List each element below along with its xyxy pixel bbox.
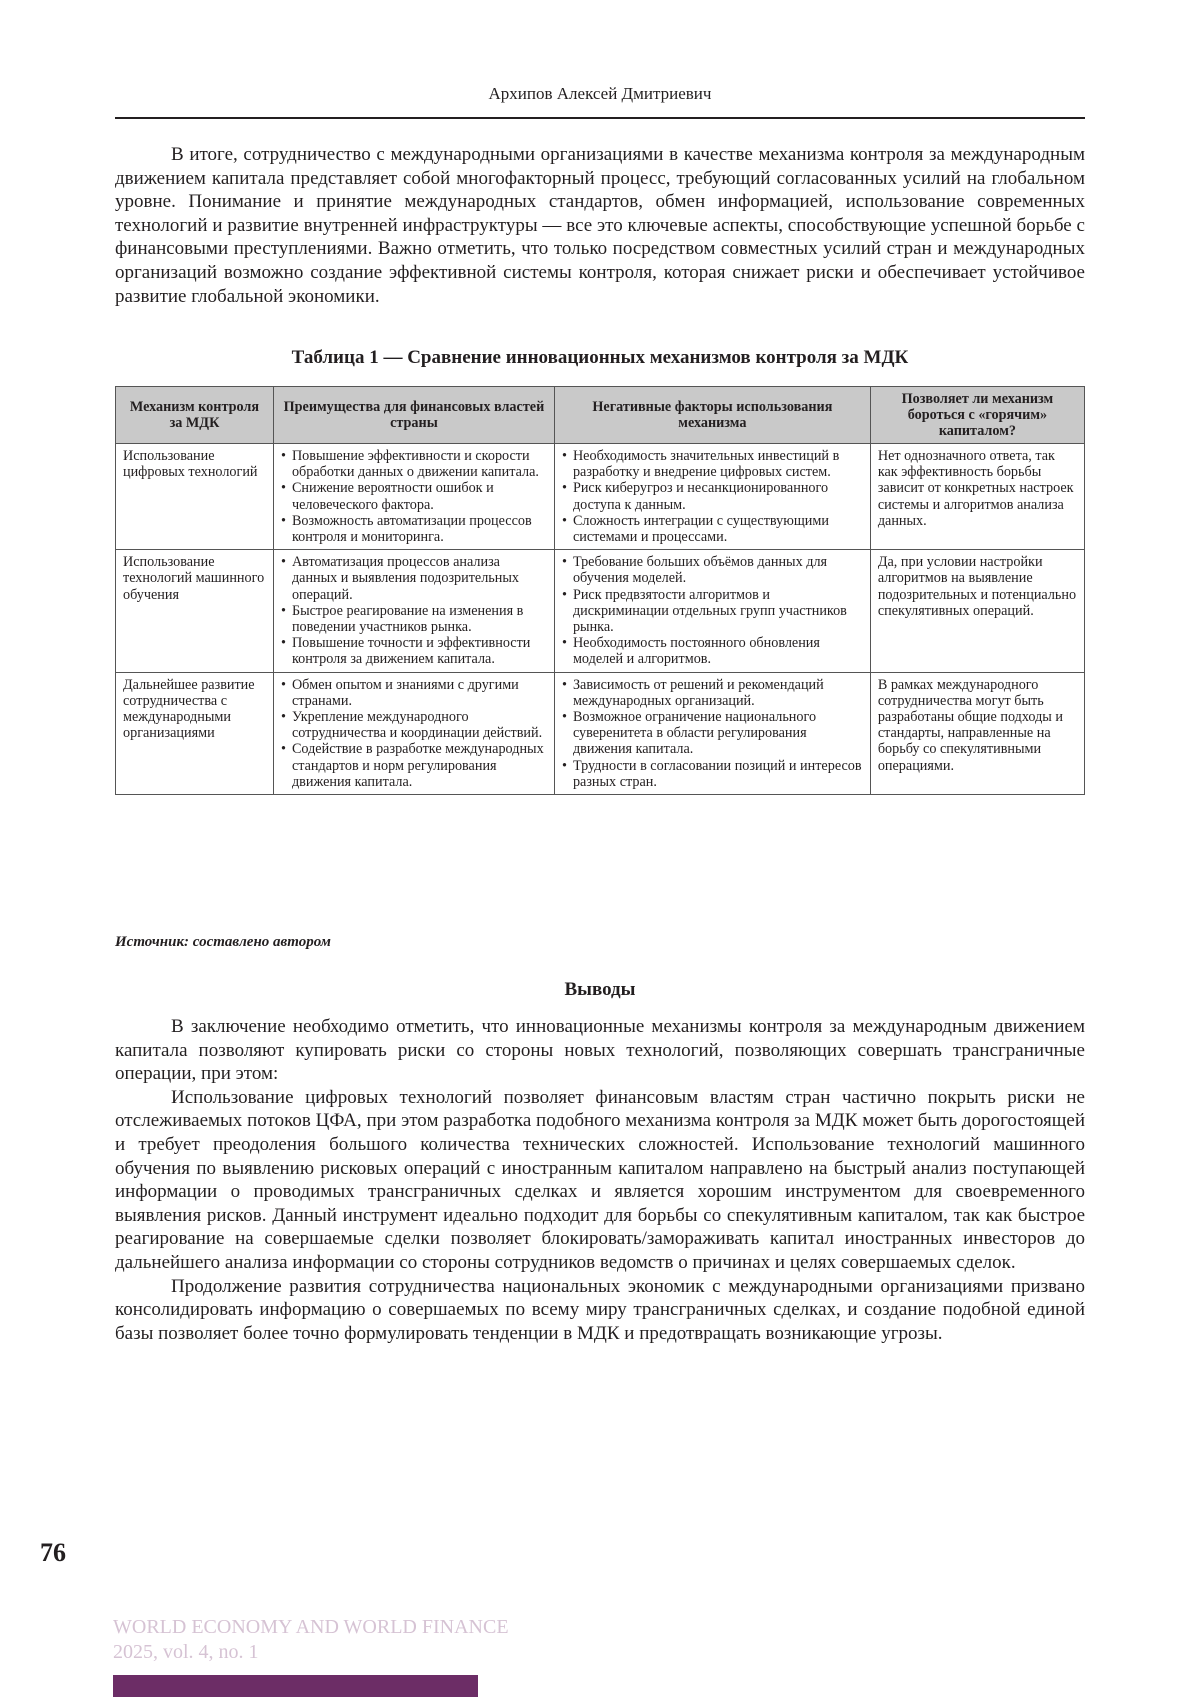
hot-capital-cell: Да, при условии настройки алгоритмов на выявление подозрительных и потенциально спекулятивных операций. xyxy=(870,550,1084,672)
bullet-item: • Снижение вероятности ошибок и человеческого фактора. xyxy=(281,480,547,512)
bullet-item: • Повышение точности и эффективности контроля за движением капитала. xyxy=(281,635,547,667)
bullet-item: • Риск предвзятости алгоритмов и дискриминации отдельных групп участников рынка. xyxy=(562,587,863,636)
intro-paragraph: В итоге, сотрудничество с международными организациями в качестве механизма контроля за международным движением капитала представляет собой многофакторный процесс, требующий согласованных усилий на глобальном уровне. Понимание и принятие международных стандартов, обмен информацией, использование современных технологий и развитие внутренней инфраструктуры — все это ключевые аспекты, способствующие успешной борьбе с финансовыми преступлениями. Важно отметить, что только посредством совместных усилий стран и международных организаций возможно создание эффективной системы контроля, которая снижает риски и обеспечивает устойчивое развитие глобальной экономики. xyxy=(115,143,1085,308)
mechanism-cell: Дальнейшее развитие сотрудничества с международными организациями xyxy=(116,672,274,794)
conclusion-paragraph: Использование цифровых технологий позволяет финансовым властям стран частично покрыть риски не отслеживаемых потоков ЦФА, при этом разработка подобного механизма контроля за МДК может быть дорогостоящей и требует преодоления большого количества технических сложностей. Использование технологий машинного обучения по выявлению рисковых операций с иностранным капиталом направлено на быстрый анализ поступающей информации о проводимых трансграничных сделках и является хорошим инструментом для своевременного выявления рисков. Данный инструмент идеально подходит для борьбы со спекулятивным капиталом, так как быстрое реагирование на совершаемые сделки позволяет блокировать/замораживать капитал иностранных инвесторов до дальнейшего анализа информации со стороны сотрудников ведомств о причинах и целях совершаемых сделок. xyxy=(115,1086,1085,1275)
conclusion-paragraph: Продолжение развития сотрудничества национальных экономик с международными организациями призвано консолидировать информацию о совершаемых по всему миру трансграничных сделках, и создание подобной единой базы позволяет более точно формулировать тенденции в МДК и предотвращать возникающие угрозы. xyxy=(115,1275,1085,1346)
conclusions-heading: Выводы xyxy=(115,979,1085,1001)
table-header-row xyxy=(116,387,1085,444)
table-source: Источник: составлено автором xyxy=(115,934,331,951)
advantages-cell xyxy=(273,444,554,550)
bullet-item: • Возможность автоматизации процессов контроля и мониторинга. xyxy=(281,513,547,545)
bullet-item: • Укрепление международного сотрудничества и координации действий. xyxy=(281,709,547,741)
bullet-item: • Зависимость от решений и рекомендаций международных организаций. xyxy=(562,677,863,709)
advantages-cell xyxy=(273,672,554,794)
table-caption: Таблица 1 — Сравнение инновационных механизмов контроля за МДК xyxy=(115,347,1085,369)
column-header: Негативные факторы использования механизма xyxy=(554,387,870,444)
bullet-item: • Необходимость значительных инвестиций в разработку и внедрение цифровых систем. xyxy=(562,448,863,480)
bullet-item: • Возможное ограничение национального суверенитета в области регулирования движения капитала. xyxy=(562,709,863,758)
bullet-item: • Требование больших объёмов данных для обучения моделей. xyxy=(562,554,863,586)
mechanism-cell: Использование цифровых технологий xyxy=(116,444,274,550)
bullet-item: • Обмен опытом и знаниями с другими странами. xyxy=(281,677,547,709)
footer-accent-bar xyxy=(113,1675,478,1697)
bullet-item: • Необходимость постоянного обновления моделей и алгоритмов. xyxy=(562,635,863,667)
hot-capital-cell: В рамках международного сотрудничества могут быть разработаны общие подходы и стандарты, направленные на борьбу со спекулятивными операциями. xyxy=(870,672,1084,794)
column-header: Позволяет ли механизм бороться с «горячим» капиталом? xyxy=(870,387,1084,444)
table-row xyxy=(116,550,1085,672)
bullet-item: • Быстрое реагирование на изменения в поведении участников рынка. xyxy=(281,603,547,635)
running-header-author: Архипов Алексей Дмитриевич xyxy=(115,84,1085,104)
bullet-item: • Автоматизация процессов анализа данных и выявления подозрительных операций. xyxy=(281,554,547,603)
comparison-table xyxy=(115,386,1085,795)
journal-name: WORLD ECONOMY AND WORLD FINANCE xyxy=(113,1615,509,1640)
bullet-item: • Содействие в разработке международных стандартов и норм регулирования движения капитала. xyxy=(281,741,547,790)
hot-capital-cell: Нет однозначного ответа, так как эффективность борьбы зависит от конкретных настроек системы и алгоритмов анализа данных. xyxy=(870,444,1084,550)
negatives-cell xyxy=(554,444,870,550)
advantages-cell xyxy=(273,550,554,672)
journal-info xyxy=(113,1615,509,1665)
negatives-cell xyxy=(554,672,870,794)
journal-issue: 2025, vol. 4, no. 1 xyxy=(113,1640,509,1665)
header-rule xyxy=(115,117,1085,119)
negatives-cell xyxy=(554,550,870,672)
mechanism-cell: Использование технологий машинного обучения xyxy=(116,550,274,672)
table-row xyxy=(116,444,1085,550)
bullet-item: • Риск киберугроз и несанкционированного доступа к данным. xyxy=(562,480,863,512)
conclusions-section xyxy=(115,1015,1085,1345)
page-number: 76 xyxy=(40,1538,66,1568)
table-row xyxy=(116,672,1085,794)
column-header: Механизм контроля за МДК xyxy=(116,387,274,444)
column-header: Преимущества для финансовых властей страны xyxy=(273,387,554,444)
conclusion-paragraph: В заключение необходимо отметить, что инновационные механизмы контроля за международным движением капитала позволяют купировать риски со стороны новых технологий, позволяющих совершать трансграничные операции, при этом: xyxy=(115,1015,1085,1086)
bullet-item: • Повышение эффективности и скорости обработки данных о движении капитала. xyxy=(281,448,547,480)
bullet-item: • Трудности в согласовании позиций и интересов разных стран. xyxy=(562,758,863,790)
intro-section xyxy=(115,143,1085,308)
bullet-item: • Сложность интеграции с существующими системами и процессами. xyxy=(562,513,863,545)
